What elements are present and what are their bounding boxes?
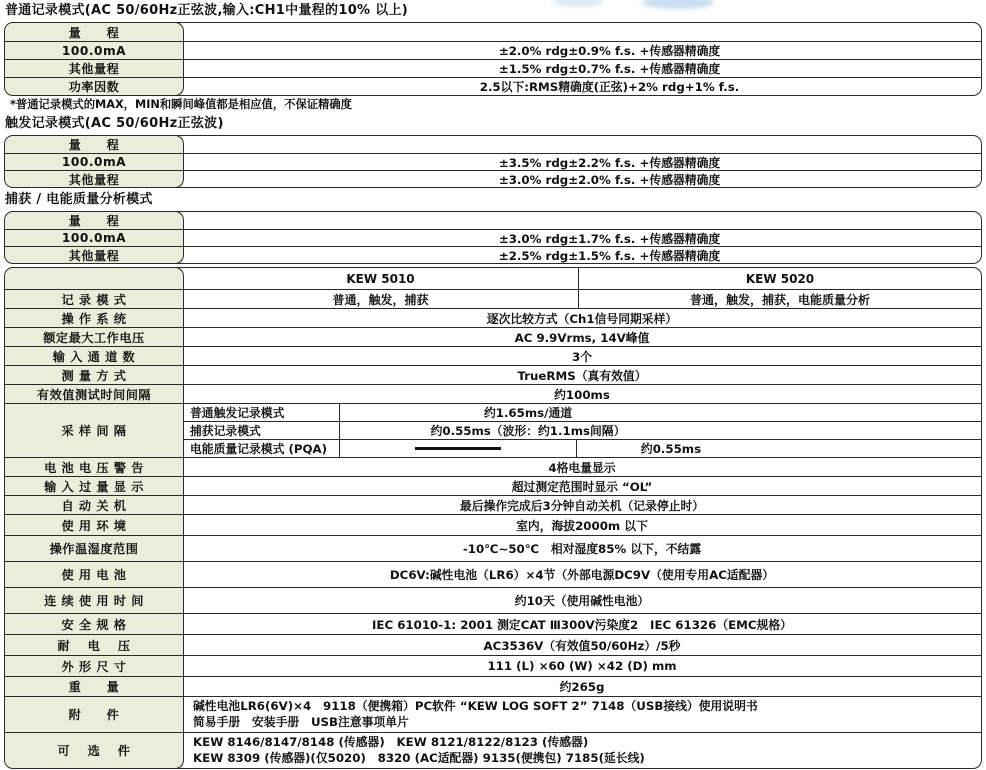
- normal-mode-footnote: *普通记录模式的MAX，MIN和瞬间峰值都是相应值，不保证精确度: [10, 98, 352, 111]
- row-label: 耐 电 压: [5, 635, 183, 655]
- row-value: 最后操作完成后3分钟自动关机（记录停止时）: [459, 498, 705, 513]
- record-mode-kew5010: 普通，触发，捕获: [332, 292, 429, 307]
- sampling-subrow-capture: [183, 421, 981, 439]
- section-title-trigger-mode: 触发记录模式(AC 50/60Hz正弦波): [5, 116, 224, 131]
- row-value: AC3536V（有效值50/60Hz）/5秒: [483, 638, 681, 653]
- range-label: 100.0mA: [5, 154, 183, 170]
- row-value: DC6V:碱性电池（LR6）×4节（外部电源DC9V（使用专用AC适配器）: [389, 568, 775, 582]
- table-row: [5, 136, 981, 153]
- accuracy-value: ±3.0% rdg±1.7% f.s. +传感器精确度: [498, 231, 721, 246]
- rated-max-voltage-row: [5, 327, 981, 346]
- range-header-cell: 量 程: [5, 136, 183, 153]
- model-header-spacer: [5, 268, 183, 289]
- options-value: [183, 733, 981, 768]
- options-line2: KEW 8309 (传感器)(仅5020) 8320 (AC适配器) 9135(便携包) 7185(延长线): [193, 750, 645, 765]
- measuring-method-row: [5, 365, 981, 384]
- accessories-value: [183, 697, 981, 732]
- row-label: 采 样 间 隔: [5, 404, 183, 457]
- table-row: [5, 77, 981, 95]
- row-value: 约265g: [559, 680, 605, 694]
- operating-system-row: [5, 308, 981, 327]
- dimensions-row: [5, 655, 981, 676]
- model-header-row: [5, 268, 981, 289]
- row-label: 自 动 关 机: [5, 496, 183, 514]
- table-row: [5, 229, 981, 246]
- row-label: 可 选 件: [5, 733, 183, 768]
- options-line1: KEW 8146/8147/8148 (传感器) KEW 8121/8122/8123 (传感器): [193, 735, 589, 749]
- range-label: 其他量程: [5, 60, 183, 77]
- row-label: 使 用 环 境: [5, 515, 183, 535]
- row-label: 安 全 规 格: [5, 614, 183, 634]
- row-value: AC 9.9Vrms, 14V峰值: [514, 330, 650, 345]
- sampling-subrow-normal-trigger: [183, 404, 981, 421]
- range-label: 100.0mA: [5, 42, 183, 59]
- empty-cell: [183, 23, 981, 41]
- row-value: IEC 61010-1: 2001 测定CAT Ⅲ300V污染度2 IEC 61326（EMC规格）: [372, 617, 792, 632]
- accessories-line2: 简易手册 安装手册 USB注意事项单片: [193, 714, 409, 729]
- weight-row: [5, 676, 981, 696]
- row-value: 3个: [571, 349, 592, 364]
- trigger-mode-accuracy-table: [4, 135, 982, 188]
- row-value: 逐次比较方式（Ch1信号同期采样）: [486, 311, 678, 326]
- environment-row: [5, 514, 981, 535]
- main-spec-table: [4, 267, 982, 769]
- row-label: 外 形 尺 寸: [5, 656, 183, 676]
- power-factor-value: 2.5以下:RMS精确度(正弦)+2% rdg+1% f.s.: [479, 80, 740, 94]
- row-label: 重 量: [5, 677, 183, 696]
- row-label: 操作温湿度范围: [5, 536, 183, 561]
- row-value: 4格电量显示: [548, 460, 616, 475]
- range-label: 其他量程: [5, 171, 183, 187]
- row-label: 输 入 过 量 显 示: [5, 477, 183, 495]
- row-label: 附 件: [5, 697, 183, 732]
- pqa-kew5010-cell: [340, 440, 577, 457]
- accuracy-value: ±2.0% rdg±0.9% f.s. +传感器精确度: [498, 44, 721, 58]
- row-value: 约10天（使用碱性电池）: [514, 594, 650, 608]
- sampling-subrow-pqa: [183, 439, 981, 457]
- accuracy-value: ±3.5% rdg±2.2% f.s. +传感器精确度: [498, 155, 721, 170]
- row-value: 室内，海拔2000m 以下: [516, 518, 648, 533]
- row-value: TrueRMS（真有效值）: [517, 368, 647, 383]
- table-row: [5, 153, 981, 170]
- row-value: -10℃~50℃ 相对湿度85% 以下，不结露: [462, 542, 702, 556]
- sampling-subtable: [183, 404, 981, 457]
- row-label: 记 录 模 式: [5, 290, 183, 308]
- range-header-cell: 量 程: [5, 212, 183, 229]
- subrow-label: 普通触发记录模式: [183, 404, 340, 421]
- withstand-voltage-row: [5, 634, 981, 655]
- options-row: [5, 732, 981, 768]
- row-label: 使 用 电 池: [5, 562, 183, 587]
- battery-warning-row: [5, 457, 981, 476]
- power-factor-label: 功率因数: [5, 78, 183, 95]
- row-value: 约100ms: [554, 387, 610, 402]
- section-title-normal-mode: 普通记录模式(AC 50/60Hz正弦波,输入:CH1中量程的10% 以上): [5, 3, 409, 18]
- accuracy-value: ±2.5% rdg±1.5% f.s. +传感器精确度: [498, 248, 721, 263]
- row-label: 输 入 通 道 数: [5, 347, 183, 365]
- normal-mode-accuracy-table: [4, 22, 982, 96]
- accessories-row: [5, 696, 981, 732]
- auto-power-off-row: [5, 495, 981, 514]
- table-row: [5, 59, 981, 77]
- pqa-kew5020-value: 约0.55ms: [640, 442, 702, 456]
- temp-humidity-range-row: [5, 535, 981, 561]
- range-label: 100.0mA: [5, 230, 183, 246]
- range-label: 其他量程: [5, 247, 183, 263]
- table-row: [5, 212, 981, 229]
- table-row: [5, 41, 981, 59]
- capture-mode-accuracy-table: [4, 211, 982, 264]
- range-header-cell: 量 程: [5, 23, 183, 41]
- table-row: [5, 23, 981, 41]
- row-label: 连 续 使 用 时 间: [5, 588, 183, 613]
- no-value-dash: [415, 447, 501, 450]
- row-value: 超过测定范围时显示 “OL”: [511, 479, 653, 494]
- row-label: 电 池 电 压 警 告: [5, 458, 183, 476]
- row-label: 额定最大工作电压: [5, 328, 183, 346]
- subrow-label: 电能质量记录模式 (PQA): [183, 440, 340, 457]
- row-label: 有效值测试时间间隔: [5, 385, 183, 403]
- record-mode-kew5020: 普通，触发，捕获，电能质量分析: [578, 290, 981, 308]
- model-name-kew5010: KEW 5010: [346, 271, 415, 286]
- empty-cell: [183, 136, 981, 153]
- over-range-display-row: [5, 476, 981, 495]
- empty-cell: [183, 212, 981, 229]
- subrow-label: 捕获记录模式: [183, 422, 340, 439]
- sampling-interval-row: [5, 403, 981, 457]
- row-value: 111 (L) ×60 (W) ×42 (D) mm: [487, 659, 677, 673]
- rms-test-interval-row: [5, 384, 981, 403]
- battery-row: [5, 561, 981, 587]
- record-mode-row: [5, 289, 981, 308]
- model-name-kew5020: KEW 5020: [578, 268, 981, 289]
- battery-life-row: [5, 587, 981, 613]
- accuracy-value: ±1.5% rdg±0.7% f.s. +传感器精确度: [498, 62, 721, 76]
- subrow-value: 约0.55ms（波形：约1.1ms间隔）: [430, 424, 626, 438]
- section-title-capture-mode: 捕获 / 电能质量分析模式: [5, 192, 153, 207]
- table-row: [5, 246, 981, 263]
- safety-standard-row: [5, 613, 981, 634]
- accuracy-value: ±3.0% rdg±2.0% f.s. +传感器精确度: [498, 172, 721, 187]
- input-channels-row: [5, 346, 981, 365]
- row-label: 操 作 系 统: [5, 309, 183, 327]
- row-label: 测 量 方 式: [5, 366, 183, 384]
- table-row: [5, 170, 981, 187]
- accessories-line1: 碱性电池LR6(6V)×4 9118（便携箱）PC软件 “KEW LOG SOFT 2” 7148（USB接线）使用说明书: [193, 699, 758, 713]
- subrow-value: 约1.65ms/通道: [483, 406, 573, 420]
